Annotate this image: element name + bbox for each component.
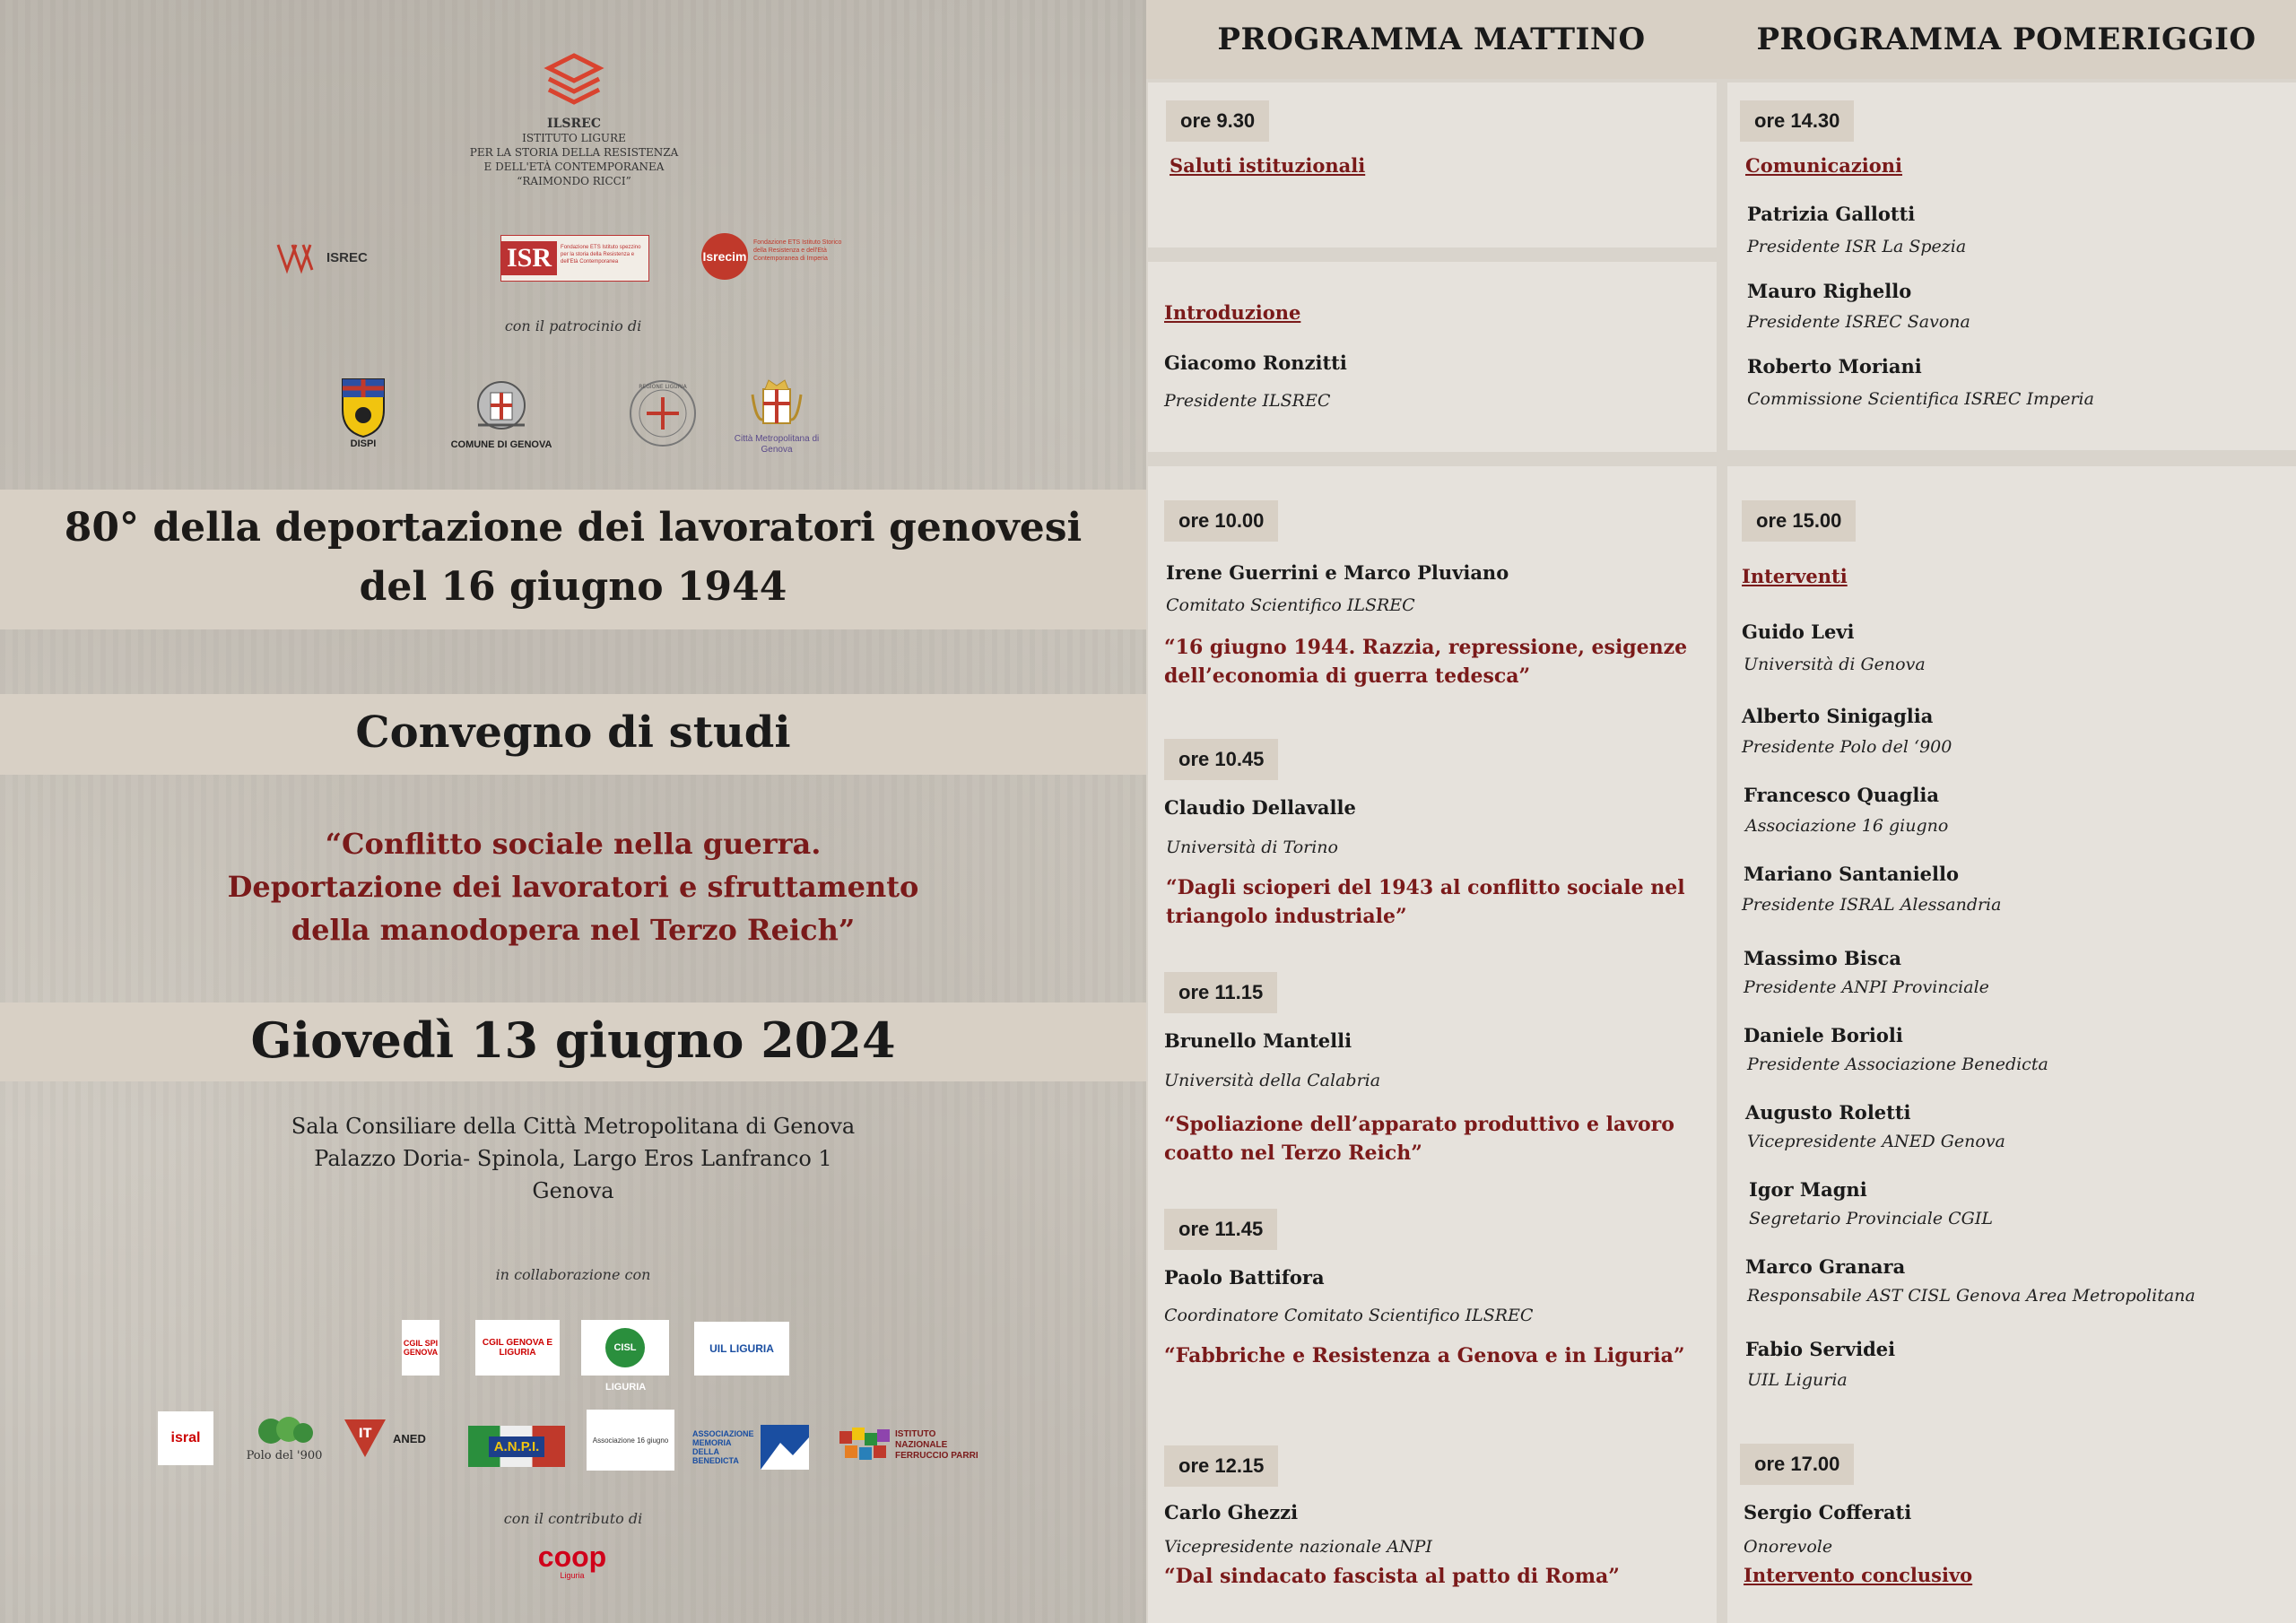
assoc16giugno-logo bbox=[587, 1410, 674, 1471]
s5-speaker: Carlo Ghezzi bbox=[1164, 1501, 1299, 1523]
regione-liguria-logo bbox=[624, 375, 701, 452]
cgil-spi-label: CGIL SPI GENOVA bbox=[403, 1339, 439, 1357]
anpi-logo bbox=[468, 1426, 565, 1467]
cgil-genova-logo bbox=[475, 1320, 560, 1376]
isr-logo bbox=[500, 235, 649, 282]
poster-left-panel bbox=[0, 0, 1146, 1623]
isr-sub: Fondazione ETS Istituto spezzino per la storia della Resistenza e dell'Età Contemporanea bbox=[561, 245, 641, 265]
anpi-label: A.N.P.I. bbox=[489, 1436, 545, 1457]
regione-seal-icon bbox=[627, 378, 699, 449]
c3-role: Commissione Scientifica ISREC Imperia bbox=[1747, 389, 2094, 409]
ilsrec-line1: ISTITUTO LIGURE bbox=[522, 132, 626, 144]
s1-title-line1: “16 giugno 1944. Razzia, repressione, esigenze bbox=[1164, 636, 1688, 659]
ilsrec-line3: E DELL'ETÀ CONTEMPORANEA bbox=[483, 161, 665, 173]
i1-speaker: Guido Levi bbox=[1742, 621, 1855, 643]
venue-line2: Palazzo Doria- Spinola, Largo Eros Lanfranco 1 bbox=[314, 1146, 832, 1171]
comunicazioni-heading: Comunicazioni bbox=[1745, 154, 1903, 177]
dispi-crest-icon bbox=[339, 376, 387, 438]
cisl-label: CISL LIGURIA bbox=[605, 1328, 645, 1367]
event-title bbox=[0, 499, 1146, 617]
i4-role: Presidente ISRAL Alessandria bbox=[1742, 895, 2002, 915]
cgil-genova-label: CGIL GENOVA E LIGURIA bbox=[482, 1338, 553, 1358]
s4-talk-title: “Fabbriche e Resistenza a Genova e in Liguria” bbox=[1164, 1344, 1685, 1367]
benedicta-label: ASSOCIAZIONE MEMORIA DELLA BENEDICTA bbox=[692, 1429, 754, 1465]
venue bbox=[0, 1110, 1146, 1207]
aned-logo bbox=[343, 1417, 448, 1460]
i6-role: Presidente Associazione Benedicta bbox=[1747, 1055, 2048, 1074]
uil-label: UIL LIGURIA bbox=[709, 1342, 774, 1355]
s3-title-line1: “Spoliazione dell’apparato produttivo e lavoro bbox=[1164, 1113, 1674, 1136]
isrecim-logo bbox=[701, 231, 881, 282]
parri-mosaic-icon bbox=[839, 1428, 891, 1463]
i4-speaker: Mariano Santaniello bbox=[1744, 863, 1960, 885]
isrec-savona-logo bbox=[276, 231, 429, 283]
i9-role: Responsabile AST CISL Genova Area Metropolitana bbox=[1747, 1286, 2196, 1306]
polo-label: Polo del '900 bbox=[246, 1448, 323, 1462]
s4-role: Coordinatore Comitato Scientifico ILSREC bbox=[1164, 1306, 1534, 1325]
patrocinio-label: con il patrocinio di bbox=[504, 317, 642, 334]
citta-metropolitana-logo bbox=[734, 371, 820, 461]
isral-label: isral bbox=[170, 1430, 201, 1445]
coop-sub: Liguria bbox=[560, 1571, 585, 1580]
s1-speaker: Irene Guerrini e Marco Pluviano bbox=[1166, 561, 1509, 584]
s4-speaker: Paolo Battifora bbox=[1164, 1266, 1325, 1289]
theme-line1: “Conflitto sociale nella guerra. bbox=[325, 827, 822, 861]
event-date: Giovedì 13 giugno 2024 bbox=[250, 1011, 896, 1069]
time-1045: ore 10.45 bbox=[1164, 739, 1278, 780]
ilsrec-line2: PER LA STORIA DELLA RESISTENZA bbox=[469, 146, 679, 159]
s3-talk-title bbox=[1164, 1110, 1674, 1167]
i8-role: Segretario Provinciale CGIL bbox=[1749, 1209, 1993, 1228]
time-1500: ore 15.00 bbox=[1742, 500, 1856, 542]
isr-label: ISR bbox=[501, 241, 557, 275]
theme-line2: Deportazione dei lavoratori e sfruttamento bbox=[227, 870, 919, 904]
benedicta-logo bbox=[692, 1422, 809, 1472]
s3-role: Università della Calabria bbox=[1164, 1071, 1381, 1090]
citta-crest-icon bbox=[745, 377, 808, 434]
s1-title-line2: dell’economia di guerra tedesca” bbox=[1164, 664, 1531, 688]
isrec-mark-icon bbox=[276, 239, 317, 275]
s3-title-line2: coatto nel Terzo Reich” bbox=[1164, 1141, 1422, 1165]
final-speaker: Sergio Cofferati bbox=[1744, 1501, 1912, 1523]
cgil-spi-logo bbox=[402, 1320, 439, 1376]
contrib-label: con il contributo di bbox=[503, 1510, 643, 1527]
time-930: ore 9.30 bbox=[1166, 100, 1269, 142]
comune-crest-icon bbox=[465, 378, 537, 439]
dispi-label: DISPI bbox=[350, 438, 377, 449]
i5-role: Presidente ANPI Provinciale bbox=[1744, 977, 1989, 997]
time-1000: ore 10.00 bbox=[1164, 500, 1278, 542]
s2-title-line1: “Dagli scioperi del 1943 al conflitto sociale nel bbox=[1166, 876, 1685, 899]
i2-role: Presidente Polo del ‘900 bbox=[1742, 737, 1952, 757]
comune-genova-logo bbox=[443, 369, 560, 459]
i7-speaker: Augusto Roletti bbox=[1745, 1101, 1911, 1124]
afternoon-header: PROGRAMMA POMERIGGIO bbox=[1717, 0, 2296, 79]
c1-role: Presidente ISR La Spezia bbox=[1747, 237, 1967, 256]
i5-speaker: Massimo Bisca bbox=[1744, 947, 1901, 969]
final-role: Onorevole bbox=[1744, 1537, 1833, 1557]
s3-speaker: Brunello Mantelli bbox=[1164, 1029, 1352, 1052]
i6-speaker: Daniele Borioli bbox=[1744, 1024, 1903, 1046]
isral-logo bbox=[158, 1411, 213, 1465]
i8-speaker: Igor Magni bbox=[1749, 1178, 1867, 1201]
final-intervento-label: Intervento conclusivo bbox=[1744, 1564, 1973, 1586]
i2-speaker: Alberto Sinigaglia bbox=[1742, 705, 1934, 727]
s2-talk-title bbox=[1166, 873, 1685, 931]
citta-label: Città Metropolitana di Genova bbox=[734, 434, 820, 455]
ilsrec-line4: “RAIMONDO RICCI” bbox=[517, 175, 631, 187]
i3-speaker: Francesco Quaglia bbox=[1744, 784, 1939, 806]
isrecim-sub: Fondazione ETS Istituto Storico della Resistenza e dell'Età Contemporanea di Imperia bbox=[753, 239, 842, 262]
time-1115: ore 11.15 bbox=[1164, 972, 1277, 1013]
i1-role: Università di Genova bbox=[1744, 655, 1926, 674]
comune-label: COMUNE DI GENOVA bbox=[450, 439, 552, 450]
afternoon-column bbox=[1717, 0, 2296, 1623]
parri-label: ISTITUTO NAZIONALE FERRUCCIO PARRI bbox=[895, 1429, 978, 1461]
aned-label: ANED bbox=[393, 1431, 426, 1445]
interventi-heading: Interventi bbox=[1742, 565, 1848, 587]
c1-speaker: Patrizia Gallotti bbox=[1747, 203, 1916, 225]
i10-role: UIL Liguria bbox=[1747, 1370, 1848, 1390]
morning-header: PROGRAMMA MATTINO bbox=[1146, 0, 1717, 79]
s2-speaker: Claudio Dellavalle bbox=[1164, 796, 1356, 819]
polo900-logo bbox=[246, 1408, 323, 1467]
convegno-theme bbox=[0, 822, 1146, 951]
c3-speaker: Roberto Moriani bbox=[1747, 355, 1922, 378]
time-1700: ore 17.00 bbox=[1740, 1444, 1854, 1485]
isrecim-label: Isrecim bbox=[701, 233, 748, 280]
isrec-label: ISREC bbox=[326, 249, 368, 265]
event-title-line1: 80° della deportazione dei lavoratori genovesi bbox=[64, 505, 1083, 551]
i7-role: Vicepresidente ANED Genova bbox=[1747, 1132, 2005, 1151]
polo-trees-icon bbox=[253, 1413, 316, 1449]
c2-role: Presidente ISREC Savona bbox=[1747, 312, 1970, 332]
ilsrec-caption bbox=[430, 117, 718, 188]
coop-label: coop bbox=[537, 1541, 607, 1573]
intro-speaker: Giacomo Ronzitti bbox=[1164, 352, 1347, 374]
collab-label: in collaborazione con bbox=[495, 1266, 651, 1283]
aned-triangle-icon bbox=[343, 1418, 387, 1459]
benedicta-mountain-icon bbox=[761, 1425, 809, 1470]
i10-speaker: Fabio Servidei bbox=[1745, 1338, 1896, 1360]
s5-talk-title: “Dal sindacato fascista al patto di Roma” bbox=[1164, 1565, 1620, 1588]
parri-logo bbox=[838, 1424, 992, 1467]
i3-role: Associazione 16 giugno bbox=[1745, 816, 1949, 836]
coop-logo bbox=[536, 1539, 608, 1584]
event-title-line2: del 16 giugno 1944 bbox=[359, 564, 787, 610]
convegno-subtitle: Convegno di studi bbox=[355, 707, 791, 758]
introduzione-heading: Introduzione bbox=[1164, 301, 1301, 324]
s2-title-line2: triangolo industriale” bbox=[1166, 905, 1407, 928]
s2-role: Università di Torino bbox=[1166, 838, 1338, 857]
s1-talk-title bbox=[1164, 633, 1687, 690]
time-1215: ore 12.15 bbox=[1164, 1445, 1278, 1487]
regione-label: REGIONE LIGURIA bbox=[639, 384, 687, 390]
venue-line1: Sala Consiliare della Città Metropolitana di Genova bbox=[291, 1114, 856, 1139]
svg-text:IT: IT bbox=[358, 1427, 372, 1441]
venue-line3: Genova bbox=[532, 1178, 614, 1203]
uil-logo bbox=[694, 1322, 789, 1376]
i9-speaker: Marco Granara bbox=[1745, 1255, 1906, 1278]
ilsrec-logo-icon bbox=[542, 50, 606, 115]
intro-role: Presidente ILSREC bbox=[1164, 391, 1331, 411]
cisl-logo bbox=[581, 1320, 669, 1393]
assoc16-label: Associazione 16 giugno bbox=[592, 1436, 669, 1445]
s1-role: Comitato Scientifico ILSREC bbox=[1166, 595, 1415, 615]
morning-column bbox=[1146, 0, 1717, 1623]
time-1430: ore 14.30 bbox=[1740, 100, 1854, 142]
s5-role: Vicepresidente nazionale ANPI bbox=[1164, 1537, 1432, 1557]
theme-line3: della manodopera nel Terzo Reich” bbox=[291, 913, 856, 947]
dispi-logo bbox=[334, 368, 393, 457]
ilsrec-name: ILSREC bbox=[547, 117, 601, 131]
saluti-heading: Saluti istituzionali bbox=[1170, 154, 1366, 177]
c2-speaker: Mauro Righello bbox=[1747, 280, 1912, 302]
time-1145: ore 11.45 bbox=[1164, 1209, 1277, 1250]
